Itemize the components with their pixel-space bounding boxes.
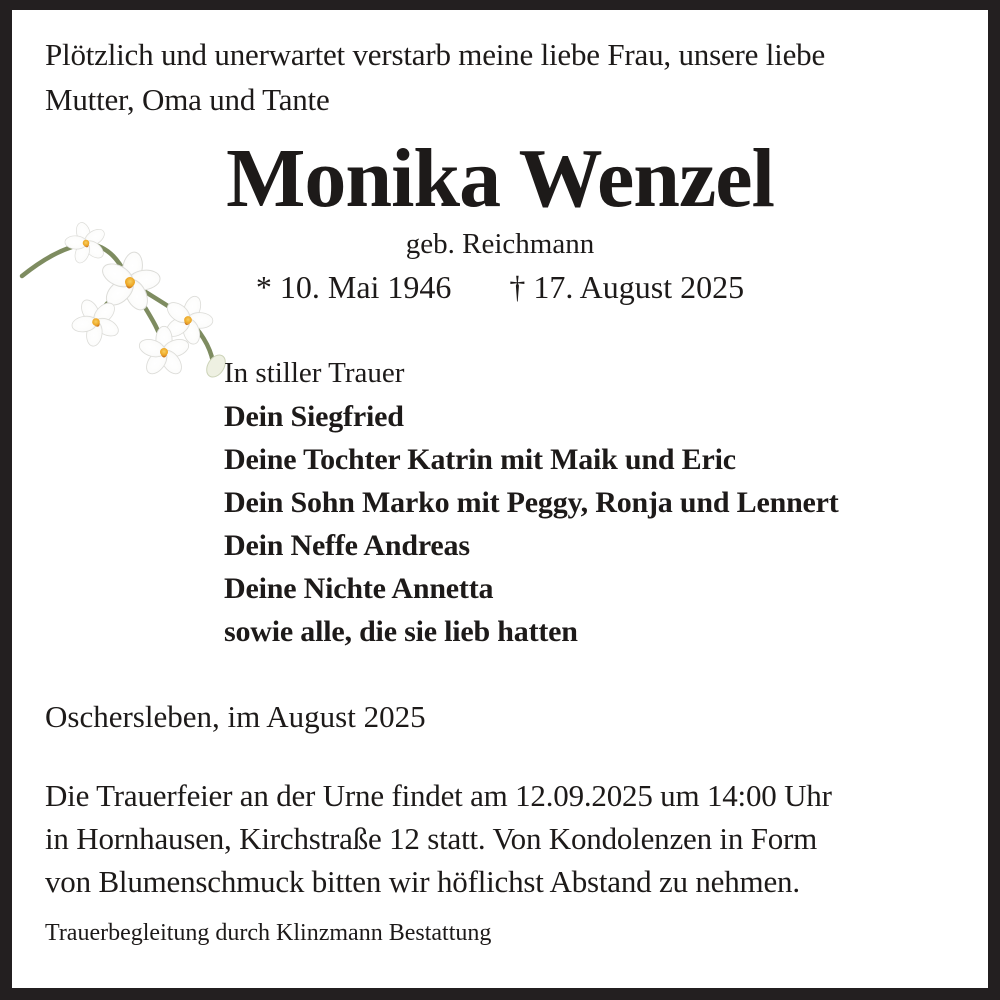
- mourner-line: Dein Sohn Marko mit Peggy, Ronja und Lennert: [224, 486, 839, 519]
- mourner-line: Dein Neffe Andreas: [224, 529, 470, 562]
- intro-line-1: Plötzlich und unerwartet verstarb meine liebe Frau, unsere liebe: [45, 37, 826, 72]
- mourner-line: sowie alle, die sie lieb hatten: [224, 615, 578, 648]
- funeral-info-line-3: von Blumenschmuck bitten wir höflichst Abstand zu nehmen.: [45, 864, 800, 899]
- funeral-info-line-2: in Hornhausen, Kirchstraße 12 statt. Von Kondolenzen in Form: [45, 821, 818, 856]
- intro-line-2: Mutter, Oma und Tante: [45, 82, 330, 117]
- funeral-home-note: Trauerbegleitung durch Klinzmann Bestattung: [45, 920, 492, 946]
- birth-date: * 10. Mai 1946: [255, 269, 452, 305]
- obituary-sheet: [12, 10, 988, 988]
- deceased-name: Monika Wenzel: [226, 132, 774, 225]
- death-cross-icon: †: [509, 269, 526, 305]
- orchid-blossoms: [59, 217, 221, 378]
- funeral-info-line-1: Die Trauerfeier an der Urne findet am 12.09.2025 um 14:00 Uhr: [45, 778, 832, 813]
- mourner-line: Dein Siegfried: [224, 400, 404, 433]
- mourner-line: Deine Nichte Annetta: [224, 572, 494, 605]
- place-date: Oschersleben, im August 2025: [45, 699, 426, 734]
- funeral-info: [45, 774, 968, 903]
- intro-text: [45, 32, 958, 122]
- mourning-block: [224, 352, 968, 653]
- birth-star-icon: *: [255, 269, 272, 305]
- maiden-name: geb. Reichmann: [405, 228, 595, 260]
- mourning-intro: In stiller Trauer: [224, 357, 405, 389]
- mourner-line: Deine Tochter Katrin mit Maik und Eric: [224, 443, 736, 476]
- death-date: † 17. August 2025: [509, 269, 745, 305]
- orchid-flower-image: [14, 194, 242, 404]
- mourners-list: [224, 395, 968, 653]
